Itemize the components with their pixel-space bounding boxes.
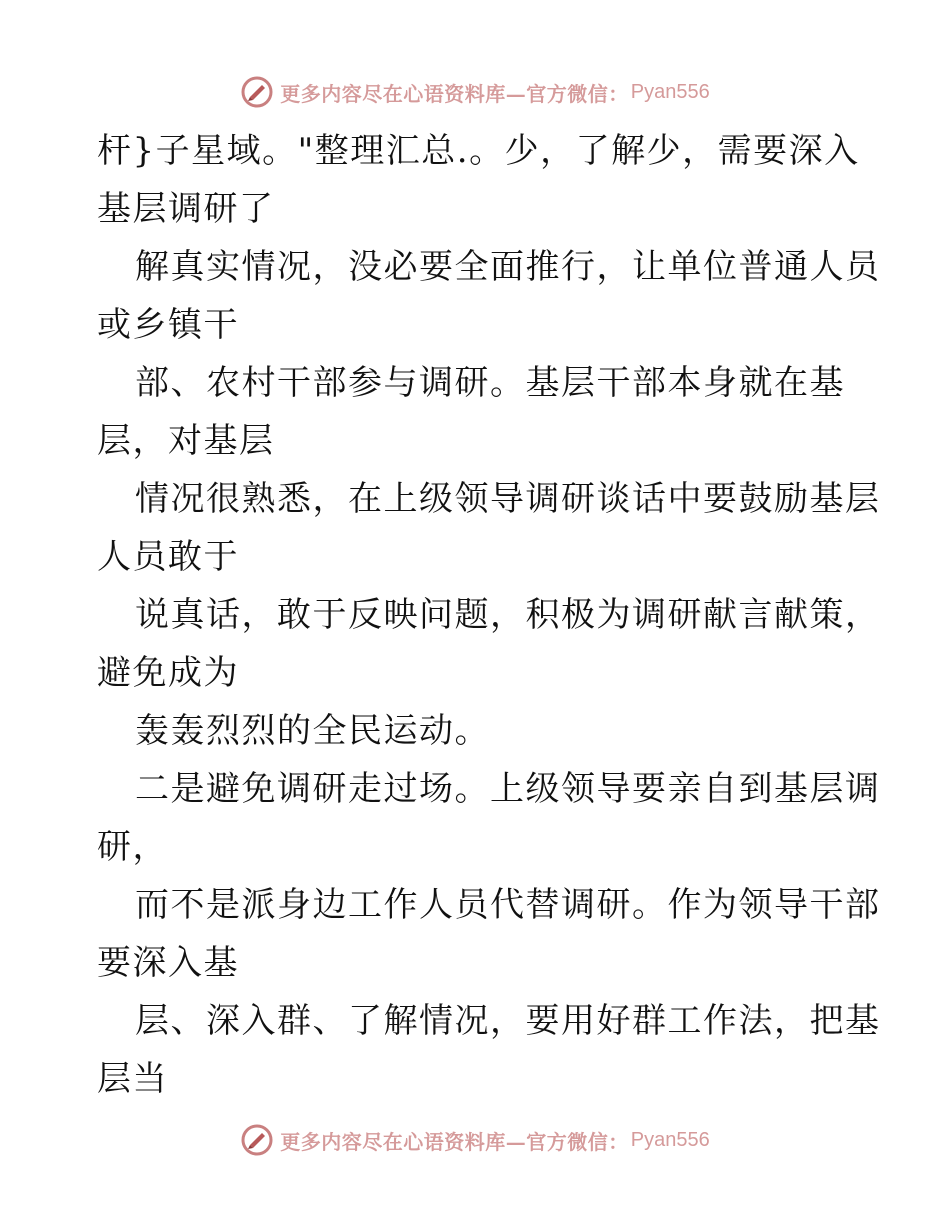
text-line: 说真话，敢于反映问题，积极为调研献言献策， [135, 595, 881, 635]
banner-wechat-id: Pyan556 [630, 1128, 710, 1151]
text-line: 层当 [97, 1059, 168, 1099]
text-line: 要深入基 [97, 943, 239, 983]
text-line: 基层调研了 [97, 189, 275, 229]
text-line: 情况很熟悉，在上级领导调研谈话中要鼓励基层 [135, 479, 881, 519]
logo-icon [240, 1123, 274, 1157]
banner-text: 更多内容尽在心语资料库—官方微信： [280, 1129, 629, 1154]
text-line: 或乡镇干 [97, 305, 239, 345]
banner-text: 更多内容尽在心语资料库—官方微信： [280, 81, 629, 106]
logo-icon [240, 75, 274, 109]
document-body [97, 122, 881, 1108]
text-line: 而不是派身边工作人员代替调研。作为领导干部 [135, 885, 881, 925]
banner-wechat-id: Pyan556 [630, 80, 710, 103]
text-line: 杆}子星域。"整理汇总.。少，了解少，需要深入 [97, 131, 860, 171]
text-line: 解真实情况，没必要全面推行，让单位普通人员 [135, 247, 881, 287]
text-line: 研， [97, 827, 168, 867]
text-line: 部、农村干部参与调研。基层干部本身就在基 [135, 363, 845, 403]
text-line: 人员敢于 [97, 537, 239, 577]
text-line: 避免成为 [97, 653, 239, 693]
header-banner [0, 70, 950, 114]
text-line: 二是避免调研走过场。上级领导要亲自到基层调 [135, 769, 881, 809]
text-line: 轰轰烈烈的全民运动。 [135, 711, 490, 751]
footer-banner [0, 1118, 950, 1162]
text-line: 层，对基层 [97, 421, 275, 461]
text-line: 层、深入群、了解情况，要用好群工作法，把基 [135, 1001, 881, 1041]
